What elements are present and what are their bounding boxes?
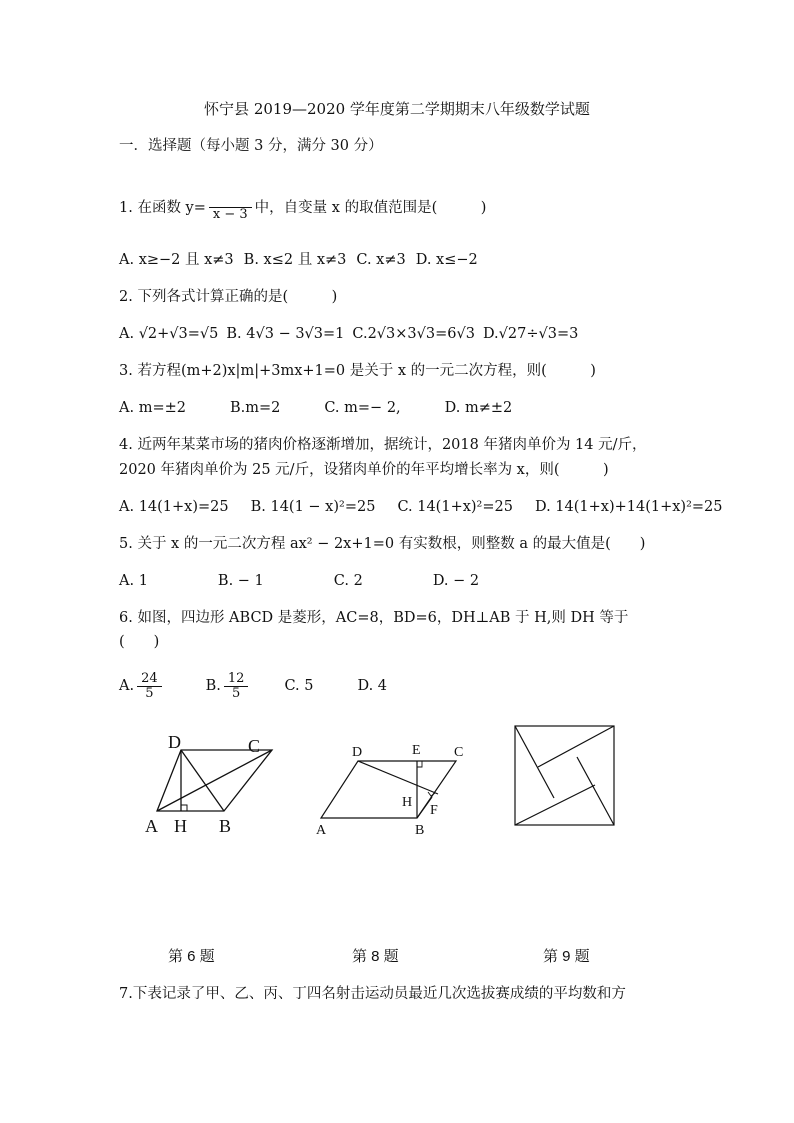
figure-9-square [510, 722, 620, 832]
q6-options [119, 668, 413, 704]
diagonal-bd [181, 750, 224, 811]
question-1 [119, 194, 486, 222]
label-e: E [412, 743, 421, 758]
q6-option-a-label: A. [119, 678, 135, 694]
question-3: 3. 若方程(m+2)x|m|+3mx+1=0 是关于 x 的一元二次方程，则( ) [119, 363, 596, 379]
q1-suffix: 中，自变量 x 的取值范围是( ) [254, 200, 487, 216]
q1-option-d: D. x≤−2 [415, 252, 478, 268]
question-4-line-2: 2020 年猪肉单价为 25 元/斤，设猪肉单价的年平均增长率为 x，则( ) [119, 462, 609, 478]
label-c: C [248, 736, 261, 756]
q2-option-b: B. 4√3 − 3√3=1 [226, 326, 345, 342]
q4-option-b: B. 14(1 − x)²=25 [250, 499, 376, 515]
q6-option-a-numerator: 24 [137, 672, 162, 687]
q2-option-d: D.√27÷√3=3 [482, 326, 579, 342]
q1-fraction [209, 194, 252, 222]
q6-option-a-denominator: 5 [145, 685, 154, 701]
q6-option-c: C. 5 [284, 678, 314, 694]
pinwheel-line-4 [515, 785, 595, 825]
q6-option-b-denominator: 5 [232, 685, 241, 701]
diagonal-ac [157, 750, 272, 811]
q6-option-b-label: B. [205, 678, 221, 694]
label-b: B [219, 816, 232, 836]
q6-option-d: D. 4 [357, 678, 388, 694]
q1-options [119, 250, 504, 270]
q5-options [119, 571, 505, 591]
q6-option-b-numerator: 12 [224, 672, 249, 687]
right-angle-mark-e [417, 761, 422, 767]
caption-fig-8: 第 8 题 [352, 948, 399, 965]
segment-df [358, 761, 438, 794]
label-a: A [145, 816, 158, 836]
q1-prefix: 1. 在函数 y= [119, 200, 206, 216]
q4-option-c: C. 14(1+x)²=25 [397, 499, 513, 515]
pinwheel-line-2 [538, 726, 614, 767]
label-a: A [316, 823, 327, 838]
q1-fraction-numerator [209, 194, 252, 208]
section-heading: 一．选择题（每小题 3 分，满分 30 分） [119, 138, 383, 154]
q5-option-d: D. − 2 [432, 573, 480, 589]
question-6-line-1: 6. 如图，四边形 ABCD 是菱形，AC=8，BD=6，DH⊥AB 于 H,则 DH 等于 [119, 610, 629, 626]
q5-option-a: A. 1 [119, 573, 148, 589]
question-6-line-2: ( ) [119, 634, 160, 650]
label-d: D [352, 745, 363, 760]
q2-option-c: C.2√3×3√3=6√3 [352, 326, 475, 342]
q5-option-c: C. 2 [333, 573, 363, 589]
label-d: D [168, 732, 181, 752]
q1-option-c: C. x≠3 [356, 252, 406, 268]
question-2: 2. 下列各式计算正确的是( ) [119, 289, 338, 305]
q1-option-a: A. x≥−2 且 x≠3 [119, 252, 234, 268]
q4-options [119, 497, 749, 517]
q6-option-a-fraction [137, 672, 162, 701]
label-c: C [454, 745, 464, 760]
q3-option-b: B.m=2 [229, 400, 281, 416]
question-7: 7.下表记录了甲、乙、丙、丁四名射击运动员最近几次选拔赛成绩的平均数和方 [119, 986, 626, 1002]
label-f: F [430, 803, 438, 818]
label-h: H [174, 816, 187, 836]
q5-option-b: B. − 1 [217, 573, 264, 589]
caption-fig-6: 第 6 题 [168, 948, 215, 965]
right-angle-mark [181, 805, 187, 811]
q3-option-c: C. m=− 2, [324, 400, 401, 416]
q3-options [119, 398, 538, 418]
question-4-line-1: 4. 近两年某菜市场的猪肉价格逐渐增加，据统计，2018 年猪肉单价为 14 元/斤， [119, 437, 647, 453]
q1-fraction-denominator: x − 3 [212, 207, 248, 222]
label-b: B [415, 823, 425, 838]
q4-option-d: D. 14(1+x)+14(1+x)²=25 [534, 499, 723, 515]
q3-option-d: D. m≠±2 [444, 400, 513, 416]
exam-title: 怀宁县 2019—2020 学年度第二学期期末八年级数学试题 [204, 100, 590, 118]
caption-fig-9: 第 9 题 [543, 948, 590, 965]
q2-options [119, 324, 604, 344]
q1-option-b: B. x≤2 且 x≠3 [243, 252, 347, 268]
q2-option-a: A. √2+√3=√5 [119, 326, 219, 342]
figure-6-rhombus [130, 728, 280, 838]
question-5: 5. 关于 x 的一元二次方程 ax² − 2x+1=0 有实数根，则整数 a 的最大值是( ) [119, 536, 646, 552]
q4-option-a: A. 14(1+x)=25 [119, 499, 229, 515]
q3-option-a: A. m=±2 [119, 400, 186, 416]
q6-option-b-fraction [224, 672, 249, 701]
label-h: H [402, 795, 413, 810]
figure-8-parallelogram [310, 738, 480, 848]
outer-square [515, 726, 614, 825]
